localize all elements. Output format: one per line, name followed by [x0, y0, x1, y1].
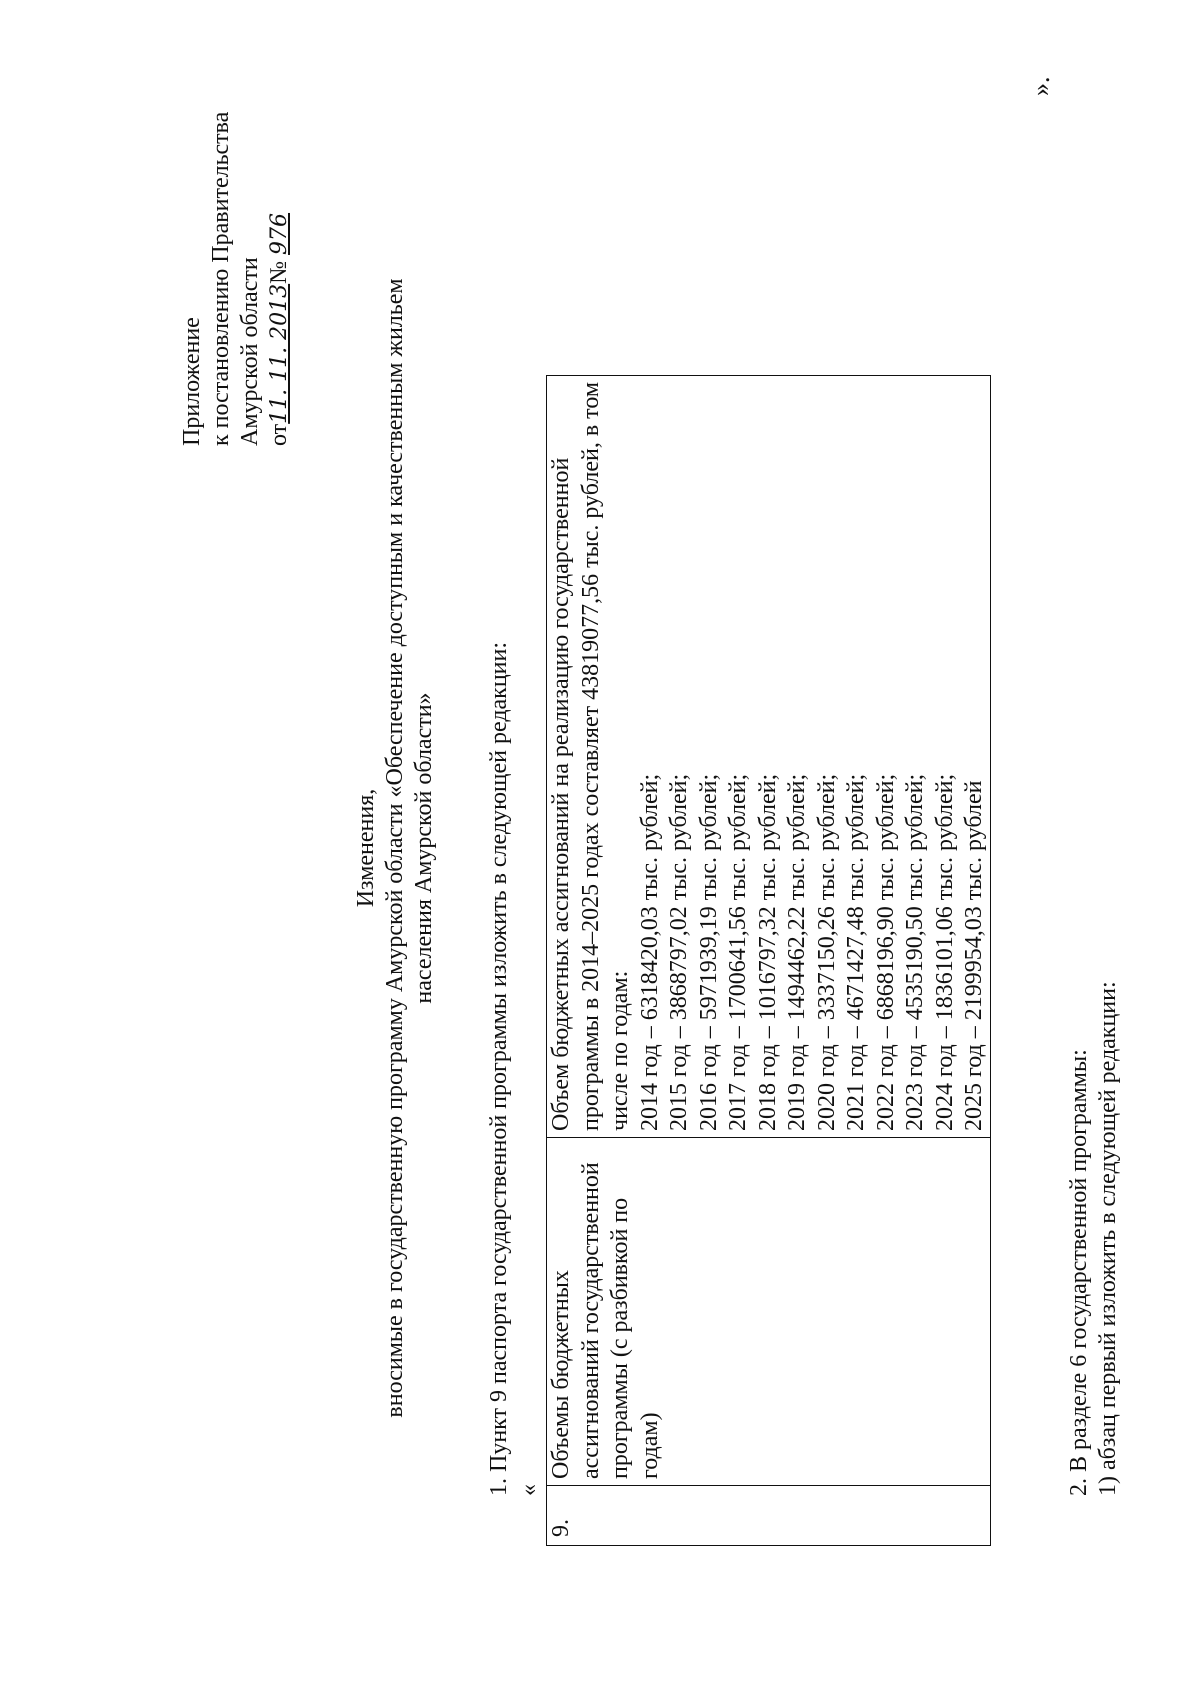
approval-decree-line: к постановлению Правительства	[208, 111, 234, 446]
year-line: 2019 год – 1494462,22 тыс. рублей;	[784, 773, 810, 1131]
number-sign: №	[266, 260, 292, 284]
handwritten-number: 976	[267, 212, 292, 255]
section-2-text: 2. В разделе 6 государственной программы:	[1066, 1049, 1092, 1496]
date-prefix: от	[266, 423, 292, 446]
year-line: 2014 год – 6318420,03 тыс. рублей;	[636, 773, 663, 1131]
row-number: 9.	[547, 1486, 991, 1546]
heading-line-3: населения Амурской области»	[411, 692, 437, 1004]
year-line: 2015 год – 3868797,02 тыс. рублей;	[666, 773, 692, 1131]
year-line: 2024 год – 1836101,06 тыс. рублей;	[931, 773, 958, 1131]
year-line: 2025 год – 2199954,03 тыс. рублей	[961, 780, 987, 1131]
year-line: 2017 год – 1700641,56 тыс. рублей;	[725, 773, 751, 1131]
item-1-text: 1. Пункт 9 паспорта государственной программы изложить в следующей редакции:	[486, 641, 512, 1496]
intro-line: числе по годам:	[607, 970, 633, 1131]
row-values	[547, 375, 991, 1137]
intro-line: Объем бюджетных ассигнований на реализацию государственной	[548, 457, 574, 1131]
row-label: Объемы бюджетных ассигнований государственной программы (с разбивкой по годам)	[547, 1138, 991, 1486]
year-line: 2021 год – 4671427,48 тыс. рублей;	[843, 773, 869, 1131]
section-2-paragraph: 1) абзац первый изложить в следующей редакции:	[1095, 981, 1121, 1496]
approval-title: Приложение	[179, 317, 205, 446]
intro-line: программы в 2014–2025 годах составляет 43819077,56 тыс. рублей, в том	[577, 381, 604, 1131]
approval-region-line: Амурской области	[237, 257, 263, 446]
approval-date-line	[265, 112, 294, 446]
closing-quote: ».	[1026, 76, 1055, 96]
year-line: 2018 год – 1016797,32 тыс. рублей;	[754, 773, 781, 1131]
handwritten-date: 11. 11. 2013	[267, 283, 292, 424]
table-row	[547, 375, 991, 1545]
document-heading	[352, 0, 439, 1696]
heading-title: Изменения,	[353, 788, 379, 908]
heading-line-2: вносимые в государственную программу Амурской области «Обеспечение доступным и качественным жильем	[382, 278, 408, 1418]
year-line: 2023 год – 4535190,50 тыс. рублей;	[902, 773, 928, 1131]
year-line: 2016 год – 5971939,19 тыс. рублей;	[695, 773, 722, 1131]
passport-table	[546, 375, 991, 1546]
opening-quote: «	[516, 1484, 542, 1496]
year-line: 2020 год – 3337150,26 тыс. рублей;	[813, 773, 840, 1131]
year-line: 2022 год – 6868196,90 тыс. рублей;	[872, 773, 899, 1131]
approval-block	[178, 112, 294, 446]
